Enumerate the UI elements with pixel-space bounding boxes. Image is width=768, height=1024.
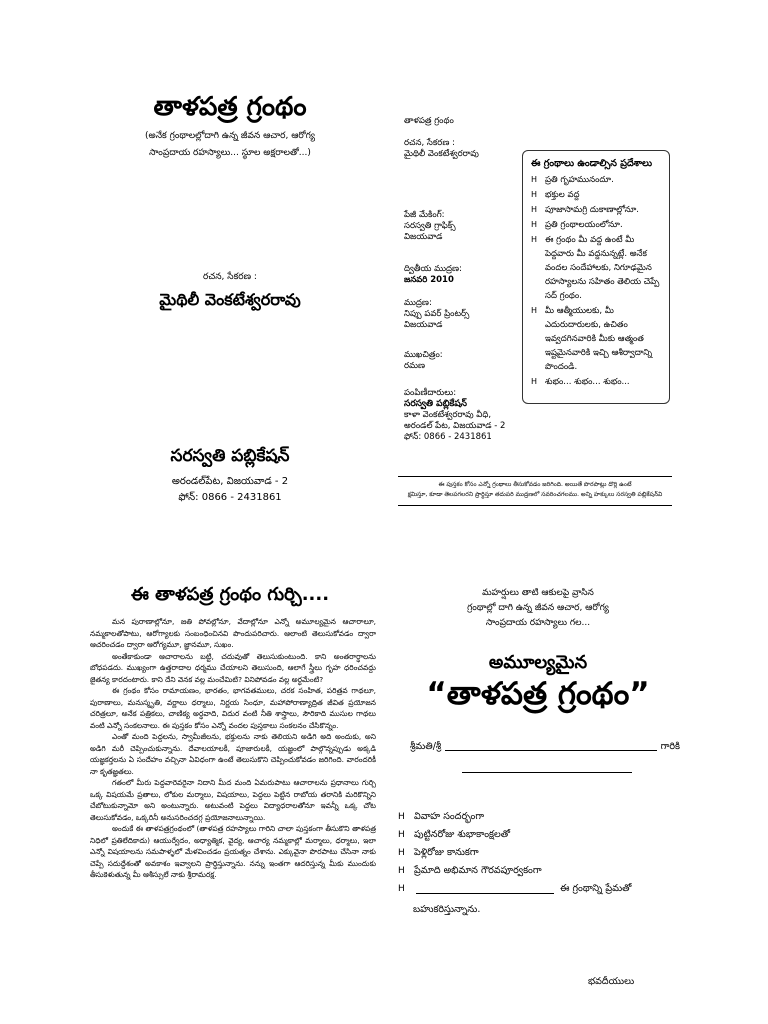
imprint-credit <box>404 138 520 160</box>
footnote-line-1: ఈ పుస్తకం కోసం ఎన్నో గ్రంథాలు తీసుకోవడం జరిగింది. అయితే పొరపాట్లు దొర్లి ఉంటే <box>438 481 632 488</box>
footnote-bottom-rule <box>398 505 672 506</box>
imprint-author: మైథిలీ వెంకటేశ్వరరావు <box>404 149 479 159</box>
author-name: మైథిలీ వెంకటేశ్వరరావు <box>159 290 301 309</box>
bullet-icon: H <box>398 830 405 840</box>
bullet-icon: H <box>398 884 405 894</box>
recipient-line <box>410 741 680 754</box>
article-title: ఈ తాళపత్ర గ్రంథం గుర్చి.... <box>130 584 330 605</box>
presentation-signature: భవదీయులు <box>588 976 635 987</box>
imprint-printer-city: విజయవాడ <box>404 320 443 330</box>
imprint-printer <box>404 298 520 331</box>
list-item: H పుట్టినరోజు శుభాకాంక్షలతో <box>398 826 668 844</box>
bullet-icon: H <box>531 175 538 184</box>
imprint-distributor-addr1: కాళా వెంకటేశ్వరరావు వీధి, <box>404 410 492 420</box>
article-paragraph: అంతేకాకుండా ఆచారాలను బట్టి, చదువుతో తెలుసుకుంటుంది. కాని అంతరార్థాలను బోధపడదు. ముఖ్యంగా ఉత్తరాదాల ధర్మము చేయాలని తెలుసుంది, ఆలాగే స్త్రీలు గృహ ధరించవద్దు జైతన్య కారదంటారు. కాని దేని వెనక వల్ల మంచేమిటి? వినిపోవడం వల్ల అర్థమేంటి? <box>90 651 376 684</box>
book-subtitle <box>60 128 400 162</box>
bullet-icon: H <box>531 306 538 315</box>
custom-occasion-row <box>398 880 668 898</box>
author-credit-label: రచన, సేకరణ : <box>203 272 257 282</box>
list-item: H పూజాసామగ్రి దుకాణాల్లోనూ. <box>531 205 640 215</box>
recipient-suffix: గారికి <box>660 741 680 752</box>
article-body <box>90 616 376 881</box>
list-item: H శుభం... శుభం... శుభం... <box>531 377 630 387</box>
list-item: H ప్రతి గ్రంథాలయంలోనూ. <box>531 220 623 230</box>
bullet-icon: H <box>398 866 405 876</box>
list-item: H వివాహ సందర్భంగా <box>398 808 668 826</box>
intro-line-3: సాంప్రదాయ రహస్యాలు గల... <box>485 618 591 628</box>
imprint-edition-date: జనవరి 2010 <box>404 275 454 285</box>
imprint-credit-label: రచన, సేకరణ : <box>404 138 455 148</box>
footnote-line-2: క్షమిస్తూ, కూడా తెలపగలరని ప్రార్థిస్తూ తదుపరి ముద్రణలో సవరించగలము. అన్ని హక్కులు సరస్వతి పబ్లికేషన్‌వి <box>407 491 663 498</box>
list-item: H భక్తుల వద్ద <box>531 190 580 200</box>
bullet-icon: H <box>398 848 405 858</box>
places-box-heading: ఈ గ్రంథాలు ఉండాల్సిన ప్రదేశాలు <box>531 158 653 169</box>
article-paragraph: మన పురాణాల్లోనూ, జతి పోవల్లోనూ, వేదాల్లోనూ ఎన్నో అమూల్యమైన ఆచారాలూ, నమ్మకాలతోపాటు, ఆరోగ్యాలకు సంబంధించినవి పొందుపరిచారు. ఆలాంటి తెలుసుకోవడం ద్వారా ఆచరించడం ద్వారా ఆరోగ్యమూ, జ్ఞానమూ, సుఖం. <box>90 617 376 649</box>
book-title: తాళపత్ర గ్రంథం <box>153 92 307 122</box>
subtitle-line-1: (అనేక గ్రంథాలల్లోదాగి ఉన్న జీవన ఆచార, ఆరోగ్య <box>145 131 315 141</box>
imprint-cover-label: ముఖచిత్రం: <box>404 350 443 360</box>
article-paragraph: అందుకే ఈ తాళపత్రగ్రంథంలో (తాళపత్ర రహస్యాలు గారిని చాలా పుస్తకంగా తీసుకొని తాళపత్ర నిధిలో ప్రతిలేదికాదు) ఆయుర్వేదం, అధ్యాత్మిక, వైద్య, ఆచార్య నమ్మకాల్లో మర్మాలు, ధర్మాలు, ఇలా ఎన్నో విషయాలను సమపాళ్ళలో మేళవించడం ప్రయత్నం చేశాను. ఎక్కువైనా పొరపాటు చేసినా నాకు చెప్పే సదుద్దేశంతో అవకాశం ఇవ్వాలని ప్రార్థిస్తున్నాను. నన్ను ఇంతగా ఆదరిస్తున్న మీకు ముందుకు తీసుకెళుతున్న మీ ఆశీస్సులే నాకు శ్రీరామరక్ష. <box>90 824 376 879</box>
imprint-layout-label: పేజీ మేకింగ్: <box>404 210 445 220</box>
subtitle-line-2: సాంప్రదాయ రహస్యాలు... స్థూల అక్షరాలతో...) <box>149 148 311 158</box>
precious-label: అమూల్యమైన <box>488 652 588 673</box>
bullet-icon: H <box>531 377 538 386</box>
imprint-distributor-name: సరస్వతి పబ్లికేషన్ <box>404 399 467 409</box>
imprint-cover <box>404 350 520 372</box>
publisher-address: అరండల్‌పేట, విజయవాడ - 2 <box>171 476 289 487</box>
list-item: H ప్రేమాది అభిమాన గౌరవపూర్వకంగా <box>398 862 668 880</box>
imprint-distributor-addr2: అరండల్ పేట, విజయవాడ - 2 <box>404 421 506 431</box>
intro-line-1: మహర్షులు తాటి ఆకులపై వ్రాసిన <box>482 588 594 598</box>
article-paragraph: ఎంతో మంది పెద్దలను, స్వామీజీలను, భక్తులను నాకు తెలియని అడిగి అది అందుకు, అని అడిగి మరీ చెప్పించుకున్నాను. దేవాలయాలకీ, పూజారులకీ, యజ్ఞంలో పాల్గొన్నప్పుడు అక్కడి యజ్ఞకర్తలను ఏ సందేహం వచ్చినా ఏవిధంగా ఉంటే తెలుసుకొని చెప్పించుకోవడం జరిగింది. వారందరికీ నా కృతజ్ఞతలు. <box>90 732 376 776</box>
publisher-phone: ఫోన్: 0866 - 2431861 <box>178 492 282 503</box>
imprint-layout <box>404 210 520 243</box>
imprint-printer-name: నిప్పు పవర్ ప్రింటర్స్ <box>404 309 470 319</box>
imprint-edition-label: ద్వితీయ ముద్రణ: <box>404 264 462 274</box>
bullet-icon: H <box>531 190 538 199</box>
copyright-footnote <box>398 480 672 500</box>
list-item: H పెళ్లిరోజు కానుకగా <box>398 844 668 862</box>
occasion-list <box>398 808 668 898</box>
recipient-blank-line-2[interactable] <box>462 772 632 773</box>
imprint-distributor <box>404 388 520 443</box>
list-item: H మీ ఆత్మీయులకు, మీ ఎదురుదారులకు, ఉచితం ఇవ్వదగినవారికి మీకు ఆత్మంత ఇష్టమైనవారికి ఇచ్చి ఆశీర్వాదాన్ని పొందండి. <box>531 306 653 372</box>
publisher-name: సరస్వతి పబ్లికేషన్ <box>170 446 290 466</box>
footnote-top-rule <box>398 476 672 477</box>
article-paragraph: గతంలో మీరు పెద్దవారెవరైనా నిదాని మీద మంది ఏమరుపాటు ఆచారాలను ప్రధానాలు గుర్చి ఒక్క విషయమే ప్రతాలు, లోకుల మర్మాలు, విషయాలు, పెద్దలు పెట్టిన రాబోయ తరానికి మరికొన్నిని చేబోటుకున్నామో అని అంటున్నారు. అటువంటి పెద్దలు విద్యాధరాలతోనూ ఇవన్నీ ఒక్క చోట తెలుసుకోవడం, ఒక్కరినీ అనుసరించదగ్గ ప్రయోజనాలున్నాయి. <box>90 778 376 822</box>
imprint-printer-label: ముద్రణ: <box>404 298 432 308</box>
recipient-label: శ్రీమతి/శ్రీ <box>410 741 442 752</box>
presentation-closing: బహుకరిస్తున్నాను. <box>413 904 481 915</box>
presentation-intro <box>420 586 656 631</box>
publisher-contact <box>60 474 400 506</box>
places-list <box>523 173 669 389</box>
article-paragraph: ఈ గ్రంథం కోసం రామాయణం, భారతం, భాగవతములు, చరక సంహిత, పరిత్రవ గాథలూ, పురాణాలు, మనుస్మృతి, వర్ణాలు ధర్మాలు, నిర్ణయ సింధూ, మహాపోరాణ్యాద్రిత జీవిత ప్రయోజన చరిత్రలూ, అనేక పత్రికలు, చాణిక్య అర్థవాది, విదుర వంటి నీతి శాస్త్రాలు, సౌరికాది ముసుల గాథలు వంటి ఎన్నో సంకలనాలు. ఈ పుస్తకం కోసం ఎన్నో వందల పుస్తకాలు సంకలనం చేసికొన్నం. <box>90 686 376 730</box>
imprint-book: తాళపత్ర గ్రంథం <box>404 116 454 126</box>
list-item: H ప్రతి గృహమునందూ. <box>531 175 614 185</box>
bullet-icon: H <box>531 235 538 244</box>
places-box <box>522 150 670 404</box>
bullet-icon: H <box>531 205 538 214</box>
imprint-distributor-label: పంపిణీదారులు: <box>404 388 457 398</box>
custom-occasion-suffix: ఈ గ్రంథాన్ని ప్రేమతో <box>560 883 632 894</box>
imprint-cover-name: రమణ <box>404 361 426 371</box>
imprint-layout-city: విజయవాడ <box>404 232 443 242</box>
presentation-title: “తాళపత్ర గ్రంథం” <box>426 676 650 712</box>
recipient-blank[interactable] <box>445 742 657 751</box>
bullet-icon: H <box>398 812 405 822</box>
intro-line-2: గ్రంథాల్లో దాగి ఉన్న జీవన ఆచార, ఆరోగ్య <box>467 603 609 613</box>
custom-occasion-blank[interactable] <box>416 885 554 894</box>
list-item: H ఈ గ్రంథం మీ వద్ద ఉంటే మీ పెద్దవారు మీ వద్దనున్నట్లే. అనేక వందల సందేహాలకు, నిగూఢమైన రహస్యాలను సహితం తెలియ చెప్పే సద్ గ్రంథం. <box>531 235 660 301</box>
imprint-edition <box>404 264 520 286</box>
imprint-distributor-phone: ఫోన్: 0866 - 2431861 <box>404 432 492 442</box>
bullet-icon: H <box>531 220 538 229</box>
imprint-layout-name: సరస్వతి గ్రాఫిక్స్ <box>404 221 456 231</box>
